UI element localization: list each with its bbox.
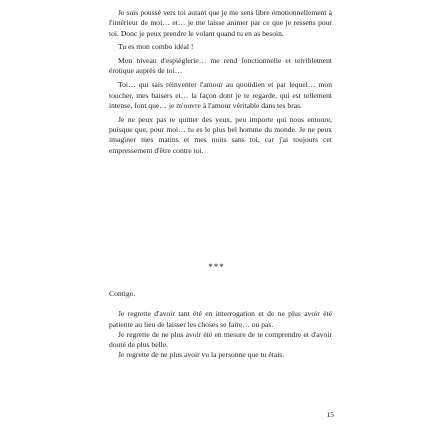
page-number: 15: [326, 410, 334, 419]
paragraph: Je regrette de ne plus avoir vu la personne que tu étais.: [118, 350, 285, 360]
paragraph: Je ne peux pas te quitter des yeux, peu importe qui nous entoure, puisque que, pour moi… tu es le plus bel homme du monde. Je ne peux imaginer mes matins et mes nuits sans toi, car j'ai toujours cet empressement d'être contre toi.: [109, 114, 332, 155]
paragraph: Je suis poussé vers toi autant que je me sens libre émotionnellement à l'intérieur de moi… et… je me laisse animer par ce que je ressens pour toi. Donc je peux prendre le volant quand tu en as besoin.: [109, 8, 332, 38]
section-separator: ***: [208, 262, 225, 272]
paragraph: Je regrette de ne plus avoir été en mesure de te comprendre et d'avoir douté de plus belle.: [109, 329, 332, 350]
greeting: Contigo.: [109, 289, 136, 298]
paragraph: Mon niveau d'espièglerie… me rend fonctionnelle et terriblement érotique auprès de toi…: [109, 56, 332, 76]
paragraph: Je regrette d'avoir tant été en interrogation et de ne plus avoir été patiente au lieu de laisser les choses se faire… ou pas.: [109, 309, 332, 329]
bottom-text-block: [109, 289, 332, 361]
top-text-block: [109, 8, 332, 156]
paragraph: Tu es mon combo idéal !: [118, 42, 194, 52]
paragraph: Toi… qui sais réinventer l'amour au quotidien et par lequel… mon toucher, mes baisers et… la façon dont je te regarde, qui est tellement intense, font que… je m'ouvre à l'amour véritable dans tes bras.: [109, 80, 332, 110]
